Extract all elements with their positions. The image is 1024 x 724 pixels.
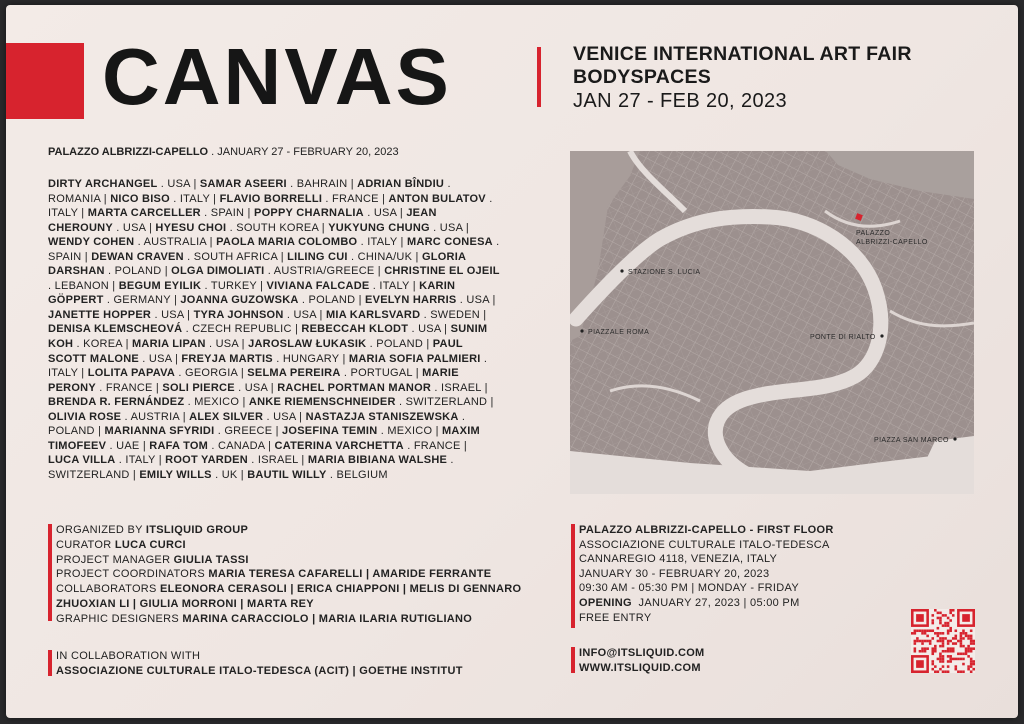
artist-name: POPPY CHARNALIA (253, 207, 364, 220)
artist-country: ISRAEL (441, 381, 482, 394)
venue-accent-bar (571, 524, 575, 628)
artist-name: SAMAR ASEERI (199, 178, 287, 190)
artist-name: TYRA JOHNSON (193, 308, 284, 321)
credit-label: ORGANIZED BY (56, 524, 146, 536)
opening-value: JANUARY 27, 2023 | 05:00 PM (631, 596, 800, 609)
map-label-palazzo-1: PALAZZO (856, 230, 891, 237)
artist-name: MARIANNA SFYRIDI (104, 425, 215, 438)
artist-country: FRANCE (105, 381, 153, 394)
artist-country: GREECE (224, 425, 273, 438)
artist-country: POLAND (376, 338, 424, 351)
artist-country: ITALY (379, 279, 410, 292)
artist-name: JOANNA GUZOWSKA (180, 294, 299, 307)
artist-name: MARIA LIPAN (132, 338, 206, 351)
credit-value: MARIA TERESA CAFARELLI | AMARIDE FERRANTE (208, 568, 492, 581)
venue-hours: 09:30 AM - 05:30 PM | MONDAY - FRIDAY (579, 582, 799, 595)
artist-name: FLAVIO BORRELLI (219, 192, 323, 205)
artist-country: MEXICO (194, 396, 240, 409)
artist-name: ANKE RIEMENSCHNEIDER (248, 396, 396, 409)
artist-name: LOLITA PAPAVA (87, 367, 176, 380)
artist-name: FREYJA MARTIS (181, 352, 273, 365)
artist-country: GEORGIA (185, 367, 238, 380)
artist-name: VIVIANA FALCADE (266, 279, 370, 292)
venue-dates-line (48, 146, 399, 158)
artist-name: MARIE PERONY (48, 367, 459, 394)
collab-accent-bar (48, 650, 52, 676)
artist-country: CZECH REPUBLIC (192, 323, 292, 336)
fair-name: VENICE INTERNATIONAL ART FAIR (573, 43, 912, 65)
artist-country: ISRAEL (257, 454, 299, 467)
venue-info-title: PALAZZO ALBRIZZI-CAPELLO - FIRST FLOOR (579, 524, 834, 536)
artist-name: DEWAN CRAVEN (91, 250, 184, 263)
artist-country: SPAIN (48, 250, 82, 263)
artist-name: JEAN CHEROUNY (48, 207, 437, 234)
venue-association: ASSOCIAZIONE CULTURALE ITALO-TEDESCA (579, 538, 830, 551)
credit-graphic-designers (56, 612, 536, 627)
artist-name: BAUTIL WILLY (247, 468, 327, 481)
artist-name: WENDY COHEN (48, 236, 135, 249)
credit-collaborators (56, 582, 536, 597)
artist-name: LUCA VILLA (48, 454, 116, 467)
artist-country: USA (244, 381, 268, 394)
artist-country: SOUTH KOREA (236, 221, 319, 234)
artist-name: OLIVIA ROSE (48, 410, 122, 423)
collaboration-partners: ASSOCIAZIONE CULTURALE ITALO-TEDESCA (ACIT) | GOETHE INSTITUT (56, 664, 463, 677)
artist-country: SOUTH AFRICA (193, 250, 278, 263)
map-label-palazzo-2: ALBRIZZI-CAPELLO (856, 239, 928, 246)
credit-curator (56, 538, 536, 553)
artist-name: CHRISTINE EL OJEIL (384, 265, 500, 278)
credit-value: MARINA CARACCIOLO | MARIA ILARIA RUTIGLIANO (182, 612, 473, 625)
map-dot-piazzale (580, 329, 583, 332)
map-dot-sanmarco (953, 437, 956, 440)
artist-name: EVELYN HARRIS (365, 294, 457, 307)
artist-name: NASTAZJA STANISZEWSKA (305, 410, 459, 423)
artist-country: KOREA (83, 338, 123, 351)
artist-country: SWITZERLAND (48, 468, 130, 481)
artist-country: USA (466, 294, 490, 307)
artist-country: USA (418, 323, 441, 336)
artist-country: FRANCE (413, 439, 461, 452)
opening-label: OPENING (579, 596, 632, 609)
artist-name: NICO BISO (110, 192, 170, 205)
artist-name: LILING CUI (287, 250, 348, 263)
artist-name: MARIA SOFIA PALMIERI (348, 352, 481, 365)
collaboration-label: IN COLLABORATION WITH (56, 650, 201, 662)
artist-name: KARIN GÖPPERT (48, 279, 456, 307)
credit-label: COLLABORATORS (56, 583, 161, 596)
artist-name: BRENDA R. FERNÁNDEZ (48, 396, 185, 409)
brand-title: CANVAS (102, 32, 452, 121)
artist-country: POLAND (48, 425, 95, 438)
credit-value: ITSLIQUID GROUP (145, 524, 249, 536)
venue-name: PALAZZO ALBRIZZI-CAPELLO (48, 146, 209, 158)
artist-country: SWEDEN (430, 308, 480, 321)
credit-label: PROJECT COORDINATORS (56, 568, 209, 581)
venue-opening (579, 596, 834, 611)
artist-country: USA (167, 178, 191, 190)
artist-name: GLORIA DARSHAN (48, 250, 466, 278)
artist-country: AUSTRIA/GREECE (273, 265, 375, 278)
artist-country: MEXICO (387, 425, 433, 438)
fair-subtitle: BODYSPACES (573, 66, 712, 88)
venue-date-range: JANUARY 30 - FEBRUARY 20, 2023 (579, 567, 770, 580)
artist-country: FRANCE (332, 192, 379, 205)
artist-name: MIA KARLSVARD (325, 308, 421, 321)
artist-country: USA (148, 352, 172, 365)
fair-heading (573, 43, 912, 114)
artist-country: UAE (116, 439, 140, 452)
artist-country: SWITZERLAND (405, 396, 488, 409)
credit-coordinators (56, 567, 536, 582)
credit-collaborators-cont (56, 597, 536, 612)
artist-name: DENISA KLEMSCHEOVÁ (48, 323, 183, 336)
contact-website-link[interactable]: WWW.ITSLIQUID.COM (579, 661, 701, 674)
artist-country: HUNGARY (282, 352, 340, 365)
map-label-stazione: STAZIONE S. LUCIA (628, 269, 701, 276)
artist-country: UK (221, 468, 238, 481)
artist-name: HYESU CHOI (155, 221, 227, 234)
credit-value: GIULIA TASSI (173, 553, 249, 566)
artist-country: CHINA/UK (357, 250, 413, 263)
artist-name: RACHEL PORTMAN MANOR (277, 381, 432, 394)
artist-country: AUSTRIA (130, 410, 180, 423)
map-dot-stazione (620, 269, 623, 272)
fair-dates: JAN 27 - FEB 20, 2023 (573, 90, 788, 112)
venue-entry: FREE ENTRY (579, 611, 652, 624)
artist-country: ITALY (48, 207, 78, 220)
brand-red-block (6, 43, 84, 119)
header-divider (537, 47, 541, 107)
artist-country: BAHRAIN (296, 178, 348, 190)
artist-name: YUKYUNG CHUNG (328, 221, 430, 234)
credit-label: CURATOR (56, 538, 115, 551)
credit-value: ELEONORA CERASOLI | ERICA CHIAPPONI | MELIS DI GENNARO (160, 583, 522, 596)
credit-value: LUCA CURCI (114, 538, 186, 551)
venice-map (570, 151, 974, 494)
artist-name: SUNIM KOH (48, 323, 488, 351)
map-label-sanmarco: PIAZZA SAN MARCO (874, 437, 949, 444)
artist-name: ADRIAN BÎNDIU (357, 178, 445, 190)
venue-info-block (579, 523, 834, 625)
artist-list: DIRTY ARCHANGEL . USA | SAMAR ASEERI . BAHRAIN | ADRIAN BÎNDIU . ROMANIA | NICO BISO . ITALY | FLAVIO BORRELLI . FRANCE | ANTON BULATOV . ITALY | MARTA CARCELLER . SPAIN | POPPY CHARNALIA . USA | JEAN CHEROUNY . USA | HYESU CHOI . SOUTH KOREA | YUKYUNG CHUNG . USA | WENDY COHEN . AUSTRALIA | PAOLA MARIA COLOMBO . ITALY | MARC CONESA . SPAIN | DEWAN CRAVEN . SOUTH AFRICA | LILING CUI . CHINA/UK | GLORIA DARSHAN . POLAND | OLGA DIMOLIATI . AUSTRIA/GREECE | CHRISTINE EL OJEIL . LEBANON | BEGUM EYILIK . TURKEY | VIVIANA FALCADE . ITALY | KARIN GÖPPERT . GERMANY | JOANNA GUZOWSKA . POLAND | EVELYN HARRIS . USA | JANETTE HOPPER . USA | TYRA JOHNSON . USA | MIA KARLSVARD . SWEDEN | DENISA KLEMSCHEOVÁ . CZECH REPUBLIC | REBECCAH KLODT . USA | SUNIM KOH . KOREA | MARIA LIPAN . USA | JAROSLAW ŁUKASIK . POLAND | PAUL SCOTT MALONE . USA | FREYJA MARTIS . HUNGARY | MARIA SOFIA PALMIERI . ITALY | LOLITA PAPAVA . GEORGIA | SELMA PEREIRA . PORTUGAL | MARIE PERONY . FRANCE | SOLI PIERCE . USA | RACHEL PORTMAN MANOR . ISRAEL | BRENDA R. FERNÁNDEZ . MEXICO | ANKE RIEMENSCHNEIDER . SWITZERLAND | OLIVIA ROSE . AUSTRIA | ALEX SILVER . USA | NASTAZJA STANISZEWSKA . POLAND | MARIANNA SFYRIDI . GREECE | JOSEFINA TEMIN . MEXICO | MAXIM TIMOFEEV . UAE | RAFA TOM . CANADA | CATERINA VARCHETTA . FRANCE | LUCA VILLA . ITALY | ROOT YARDEN . ISRAEL | MARIA BIBIANA WALSHE . SWITZERLAND | EMILY WILLS . UK | BAUTIL WILLY . BELGIUM (48, 178, 500, 481)
artist-country: USA (215, 338, 239, 351)
artist-name: ROOT YARDEN (165, 454, 248, 467)
credit-label: GRAPHIC DESIGNERS (56, 612, 183, 625)
credit-organized (56, 523, 536, 538)
credits-accent-bar (48, 524, 52, 621)
artist-name: RAFA TOM (149, 439, 209, 452)
artist-country: USA (293, 308, 317, 321)
artist-country: SPAIN (210, 207, 245, 220)
credit-value: ZHUOXIAN LI | GIULIA MORRONI | MARTA REY (56, 597, 314, 610)
artist-name: ALEX SILVER (189, 410, 264, 423)
venue-address: CANNAREGIO 4118, VENEZIA, ITALY (579, 553, 778, 566)
artist-name: DIRTY ARCHANGEL (48, 178, 158, 190)
artist-country: USA (122, 221, 146, 234)
artist-name: MARIA BIBIANA WALSHE (307, 454, 448, 467)
artist-name: MAXIM TIMOFEEV (48, 425, 480, 452)
artist-country: ITALY (179, 192, 210, 205)
artist-country: USA (373, 207, 397, 220)
contact-accent-bar (571, 647, 575, 673)
artist-country: ROMANIA (48, 192, 101, 205)
artist-country: ITALY (48, 367, 78, 380)
artist-name: JANETTE HOPPER (48, 308, 152, 321)
collaboration-block (56, 649, 463, 679)
credit-label: PROJECT MANAGER (56, 553, 174, 566)
artist-name: JOSEFINA TEMIN (282, 425, 378, 438)
artist-country: LEBANON (54, 279, 109, 292)
artist-name: PAUL SCOTT MALONE (48, 338, 463, 365)
artist-name: CATERINA VARCHETTA (274, 439, 404, 452)
artist-name: REBECCAH KLODT (301, 323, 409, 336)
artist-name: OLGA DIMOLIATI (171, 265, 265, 278)
map-label-rialto: PONTE DI RIALTO (810, 334, 876, 341)
map-dot-rialto (880, 334, 883, 337)
artist-country: GERMANY (113, 294, 171, 307)
artist-name: ANTON BULATOV (388, 192, 486, 205)
artist-name: JAROSLAW ŁUKASIK (248, 338, 367, 351)
map-label-piazzale: PIAZZALE ROMA (588, 329, 650, 336)
artist-country: USA (439, 221, 463, 234)
artist-country: USA (273, 410, 296, 423)
artist-country: ITALY (367, 236, 398, 249)
artist-name: MARC CONESA (406, 236, 493, 249)
artist-country: PORTUGAL (350, 367, 413, 380)
contact-email-link[interactable]: INFO@ITSLIQUID.COM (579, 647, 705, 659)
artist-country: POLAND (114, 265, 162, 278)
artist-name: BEGUM EYILIK (118, 279, 202, 292)
artist-country: POLAND (308, 294, 356, 307)
contact-block (579, 646, 705, 675)
artist-country: BELGIUM (336, 468, 388, 481)
artist-country: CANADA (218, 439, 265, 452)
credit-project-manager (56, 553, 536, 568)
artist-country: ITALY (125, 454, 156, 467)
artist-name: SOLI PIERCE (162, 381, 235, 394)
artist-name: EMILY WILLS (139, 468, 212, 481)
artist-name: MARTA CARCELLER (87, 207, 201, 220)
artist-name: SELMA PEREIRA (247, 367, 341, 380)
artist-country: AUSTRALIA (143, 236, 207, 249)
credits-block (56, 523, 536, 627)
artist-country: USA (161, 308, 184, 321)
postcard (6, 5, 1018, 718)
artist-name: PAOLA MARIA COLOMBO (216, 236, 358, 249)
artist-country: TURKEY (210, 279, 257, 292)
venue-dates: . JANUARY 27 - FEBRUARY 20, 2023 (211, 146, 399, 158)
qr-code-icon[interactable] (911, 609, 975, 673)
